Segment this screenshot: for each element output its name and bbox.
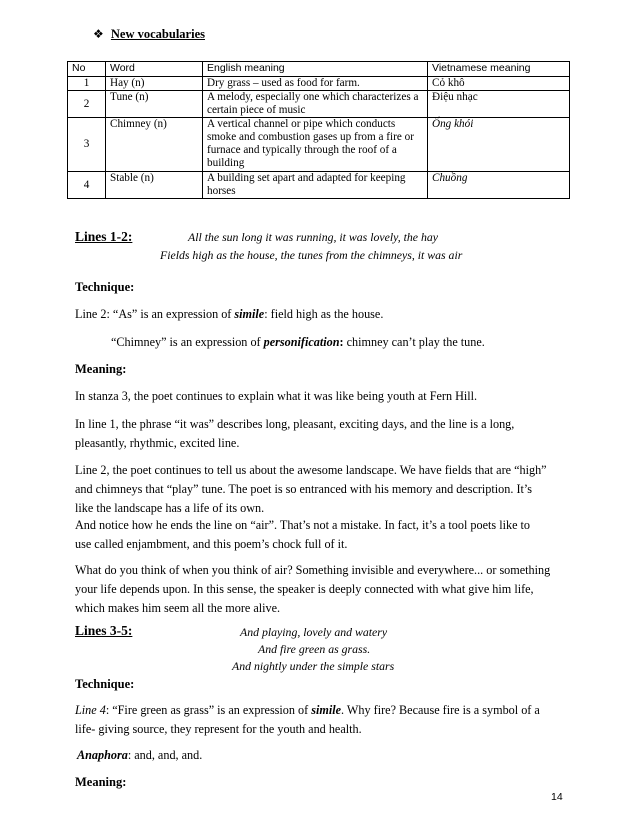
table-row xyxy=(68,91,570,118)
term-anaphora: Anaphora xyxy=(77,748,128,762)
col-header-word: Word xyxy=(106,62,203,77)
text-line: which makes him seem all the more alive. xyxy=(75,601,281,615)
text-line: Line 2, the poet continues to tell us about the awesome landscape. We have fields that are “high” xyxy=(75,463,547,477)
meaning-heading: Meaning: xyxy=(75,775,127,789)
text-span: : field high as the house. xyxy=(264,307,384,321)
quote-line: And nightly under the simple stars xyxy=(232,659,395,673)
quote-line: All the sun long it was running, it was lovely, the hay xyxy=(188,230,439,244)
text-line: like the landscape has a life of its own. xyxy=(75,501,265,515)
technique-line-4 xyxy=(75,701,540,739)
cell-english: A vertical channel or pipe which conducts smoke and combustion gases up from a fire or furnace and typically through the roof of a building xyxy=(203,118,428,172)
table-header-row xyxy=(68,62,570,77)
text-span: : and, and, and. xyxy=(127,748,203,762)
term-simile: simile xyxy=(234,307,265,321)
text-line: and chimneys that “play” tune. The poet is so entranced with his memory and description. It’s xyxy=(75,482,533,496)
diamond-bullet-icon: ❖ xyxy=(93,27,104,41)
text-span: Line 4 xyxy=(75,703,106,717)
cell-english: A building set apart and adapted for keeping horses xyxy=(203,172,428,199)
lines-3-5-heading: Lines 3-5: xyxy=(75,623,133,638)
technique-anaphora-line xyxy=(77,746,202,765)
lines-1-2-heading: Lines 1-2: xyxy=(75,229,133,244)
quote-line: Fields high as the house, the tunes from the chimneys, it was air xyxy=(160,248,463,262)
col-header-vietnamese: Vietnamese meaning xyxy=(428,62,570,77)
section-title: New vocabularies xyxy=(110,27,205,41)
table-row xyxy=(68,118,570,172)
text-span: . Why fire? Because fire is a symbol of a xyxy=(341,703,540,717)
text-line: your life depends upon. In this sense, the speaker is deeply connected with what give him life, xyxy=(75,582,534,596)
meaning-heading: Meaning: xyxy=(75,362,127,376)
cell-english: A melody, especially one which characterizes a certain piece of music xyxy=(203,91,428,118)
meaning-paragraph: In stanza 3, the poet continues to explain what it was like being youth at Fern Hill. xyxy=(75,389,478,403)
technique-simile-line xyxy=(75,305,383,324)
col-header-english: English meaning xyxy=(203,62,428,77)
technique-personification-line xyxy=(111,333,485,352)
cell-word: Tune (n) xyxy=(106,91,203,118)
text-line: And notice how he ends the line on “air”. That’s not a mistake. In fact, it’s a tool poets like to xyxy=(75,518,531,532)
technique-heading: Technique: xyxy=(75,280,135,294)
cell-no: 1 xyxy=(68,77,106,91)
text-line: pleasantly, rhythmic, excited line. xyxy=(75,436,240,450)
section-heading xyxy=(93,27,205,42)
vocabulary-table xyxy=(67,61,570,199)
cell-no: 2 xyxy=(68,91,106,118)
text-span: Line 2: “As” is an expression of xyxy=(75,307,235,321)
cell-word: Hay (n) xyxy=(106,77,203,91)
text-line: use called enjambment, and this poem’s chock full of it. xyxy=(75,537,348,551)
text-span: “Chimney” is an expression of xyxy=(111,335,264,349)
cell-no: 4 xyxy=(68,172,106,199)
meaning-paragraph xyxy=(75,461,547,518)
cell-english: Dry grass – used as food for farm. xyxy=(203,77,428,91)
cell-no: 3 xyxy=(68,118,106,172)
table-row xyxy=(68,172,570,199)
cell-vietnamese: Điệu nhạc xyxy=(428,91,570,118)
meaning-paragraph xyxy=(75,561,550,618)
cell-vietnamese: Ống khói xyxy=(428,118,570,172)
text-span: : “Fire green as grass” is an expression of xyxy=(105,703,312,717)
quote-line: And playing, lovely and watery xyxy=(240,625,388,639)
meaning-paragraph xyxy=(75,415,514,453)
text-line: In line 1, the phrase “it was” describes long, pleasant, exciting days, and the line is a long, xyxy=(75,417,515,431)
table-row xyxy=(68,77,570,91)
page-number: 14 xyxy=(551,791,563,803)
term-personification: personification xyxy=(263,335,340,349)
meaning-paragraph xyxy=(75,516,530,554)
col-header-no: No xyxy=(68,62,106,77)
cell-word: Chimney (n) xyxy=(106,118,203,172)
cell-vietnamese: Chuồng xyxy=(428,172,570,199)
quote-line: And fire green as grass. xyxy=(258,642,371,656)
cell-vietnamese: Cỏ khô xyxy=(428,77,570,91)
cell-word: Stable (n) xyxy=(106,172,203,199)
text-line: life- giving source, they represent for the youth and health. xyxy=(75,722,362,736)
text-span: : xyxy=(339,335,344,349)
technique-heading: Technique: xyxy=(75,677,135,691)
text-line: What do you think of when you think of air? Something invisible and everywhere... or something xyxy=(75,563,551,577)
text-span: chimney can’t play the tune. xyxy=(343,335,485,349)
term-simile: simile xyxy=(311,703,342,717)
